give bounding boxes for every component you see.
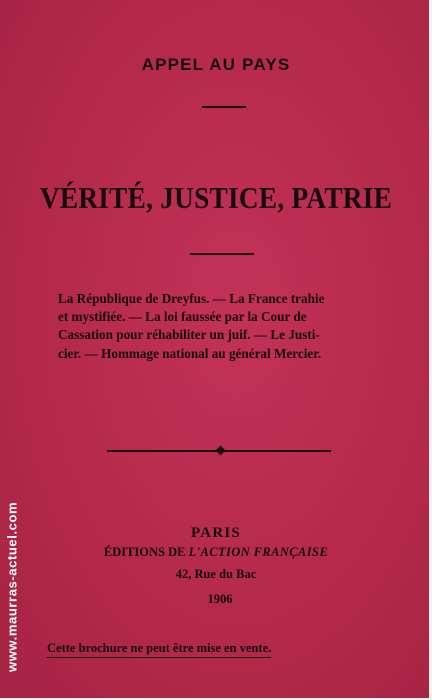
publisher-name: L'ACTION FRANÇAISE	[188, 545, 329, 559]
book-title: VÉRITÉ, JUSTICE, PATRIE	[39, 180, 393, 215]
summary-line: Cassation pour réhabiliter un juif. — Le Justi-	[58, 327, 320, 343]
imprint-city: PARIS	[191, 525, 241, 541]
sale-notice: Cette brochure ne peut être mise en vente.	[47, 641, 271, 658]
contents-summary	[58, 290, 398, 363]
ornamental-rule	[107, 445, 331, 457]
title-divider	[190, 253, 254, 255]
top-divider	[202, 106, 246, 108]
summary-line: et mystifiée. — La loi faussée par la Cour de	[58, 309, 307, 325]
series-heading: APPEL AU PAYS	[141, 55, 291, 74]
editions-prefix: ÉDITIONS DE	[103, 545, 186, 559]
imprint-year: 1906	[207, 592, 233, 606]
imprint-publisher	[0, 545, 432, 560]
site-watermark: www.maurras-actuel.com	[4, 501, 20, 673]
ornament-diamond-icon	[216, 446, 226, 456]
summary-line: La République de Dreyfus. — La France trahie	[58, 291, 325, 306]
imprint-address: 42, Rue du Bac	[175, 567, 257, 581]
summary-line: cier. — Hommage national au général Mercier.	[58, 345, 322, 361]
